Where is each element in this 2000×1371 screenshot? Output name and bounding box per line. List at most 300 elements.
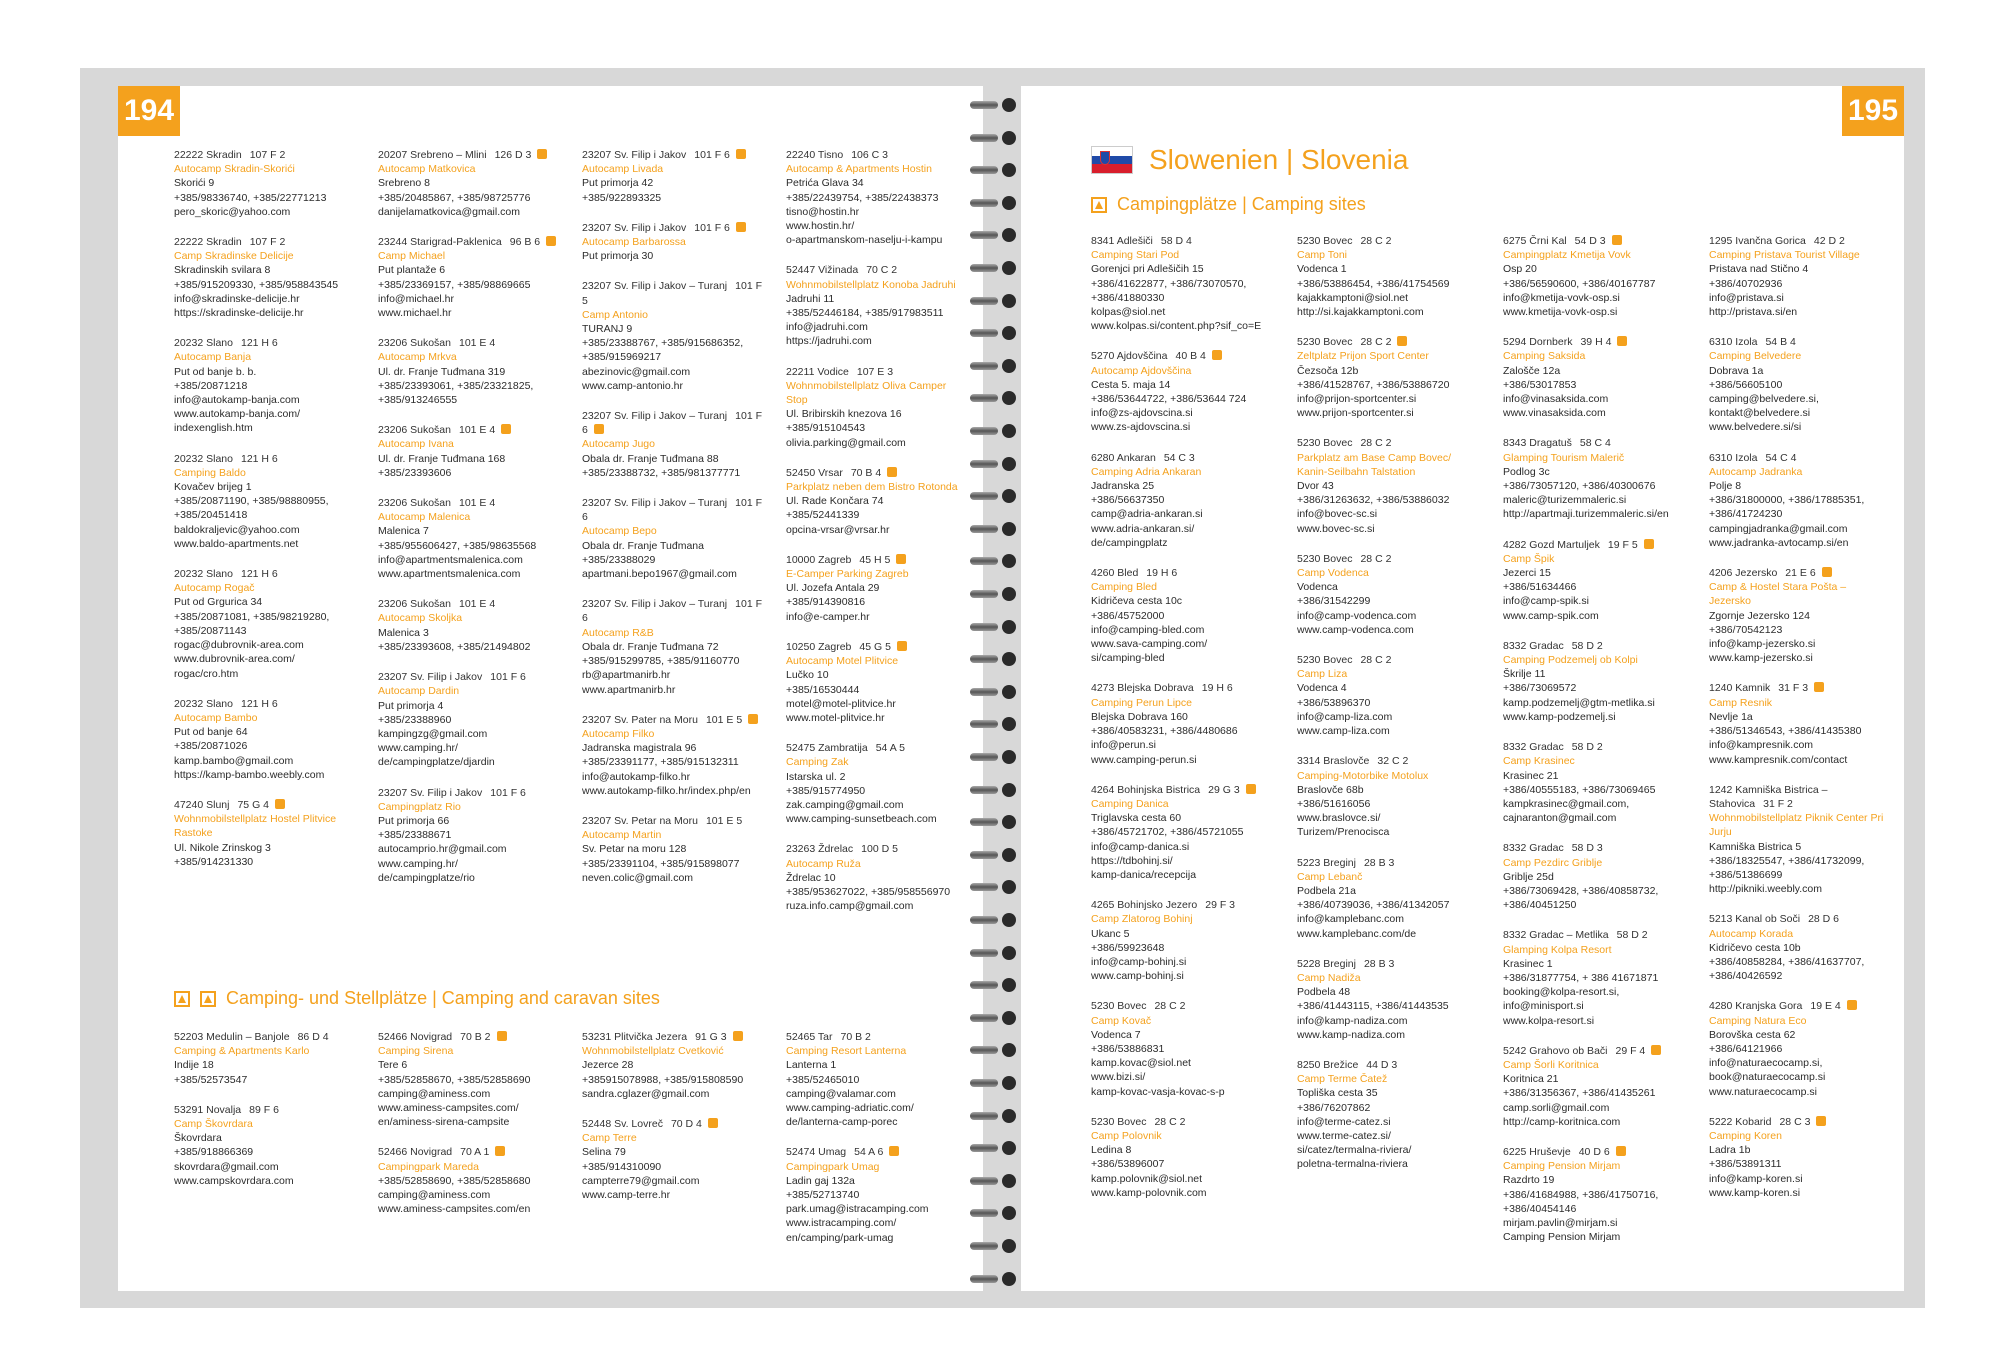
entry-town: 23207 Sv. Filip i Jakov – Turanj [582,280,728,293]
entry-map-ref: 107 E 3 [856,365,894,378]
entry-detail: Krasinec 21 [1503,769,1559,782]
entry-detail: +385/20871026 [174,740,248,753]
entry-town: 6275 Črni Kal [1503,235,1567,247]
entry-detail: danijelamatkovica@gmail.com [378,205,520,218]
entry-location [1091,1115,1269,1129]
campsite-icon [275,799,285,809]
entry-map-ref: 29 F 4 [1615,1044,1646,1057]
entry-location [582,148,764,162]
entry-detail: +386/41684988, +386/41750716, [1503,1188,1659,1201]
entry-detail: +386/56590600, +386/40167787 [1503,277,1656,290]
entry-location [1297,957,1475,971]
entry-detail: kampingzg@gmail.com [378,727,488,740]
campsite-icon [1651,1045,1661,1055]
entry-map-ref: 101 F 6 [490,671,526,684]
entry-detail: kajakkamptoni@siol.net [1297,291,1409,304]
campsite-entry [174,235,356,320]
entry-detail: +385/23391177, +385/915132311 [582,756,739,769]
entry-detail: Jezerce 28 [582,1059,634,1072]
entry-town: 20232 Slano [174,697,233,710]
listing-column [174,148,356,913]
entry-detail: baldokraljevic@yahoo.com [174,523,300,536]
entry-location [1503,1145,1681,1159]
entry-location [1503,928,1681,942]
entry-detail: info@camp-danica.si [1091,840,1190,853]
entry-detail: +385/52441339 [786,509,860,522]
page-number-left: 194 [118,86,180,136]
entry-name: Camping Saksida [1503,350,1586,363]
entry-detail: +386/40739036, +386/41342057 [1297,899,1450,912]
entry-detail: Sv. Petar na moru 128 [582,843,687,856]
entry-town: 23207 Sv. Pater na Moru [582,713,698,726]
entry-map-ref: 70 B 2 [460,1031,491,1043]
entry-map-ref: 121 H 6 [240,452,278,465]
entry-map-ref: 29 G 3 [1208,783,1240,796]
entry-detail: www.adria-ankaran.si/ [1091,522,1195,535]
entry-map-ref: 58 D 2 [1616,929,1648,942]
entry-detail: +386/40451250 [1503,899,1577,912]
entry-detail: +386/51386699 [1709,868,1783,881]
campsite-entry [378,1145,560,1216]
entry-town: 52448 Sv. Lovreč [582,1118,663,1131]
entry-detail: kamp-kovac-vasja-kovac-s-p [1091,1085,1225,1098]
entry-detail: Skradinskih svilara 8 [174,264,271,277]
entry-detail: Put primorja 4 [378,699,444,712]
campsite-icon [501,424,511,434]
entry-name: Autocamp Motel Plitvice [786,655,899,668]
campsite-icon [748,714,758,724]
entry-detail: info@kmetija-vovk-osp.si [1503,291,1620,304]
entry-name: Autocamp Korada [1709,927,1794,940]
entry-detail: Ul. Nikole Zrinskog 3 [174,841,271,854]
entry-detail: o-apartmanskom-naselju-i-kampu [786,234,943,247]
entry-detail: Lučko 10 [786,669,829,682]
entry-name: Autocamp Skradin-Skorići [174,163,295,176]
entry-detail: autocamprio.hr@gmail.com [378,843,507,856]
entry-detail: Ul. Rade Končara 74 [786,495,884,508]
binding-ring [970,880,1022,894]
entry-location [1091,999,1269,1013]
entry-detail: info@camp-bohinj.si [1091,955,1187,968]
entry-detail: Ul. Jozefa Antala 29 [786,582,880,595]
entry-detail: kamp.bambo@gmail.com [174,754,294,767]
entry-detail: book@naturaecocamp.si [1709,1071,1826,1084]
entry-detail: http://apartmaji.turizemmaleric.si/en [1503,508,1669,521]
entry-detail: Put od banje b. b. [174,365,257,378]
entry-detail: Put primorja 42 [582,177,654,190]
entry-detail: www.camp-antonio.hr [582,379,683,392]
entry-town: 52465 Tar [786,1031,833,1043]
entry-detail: +386/40702936 [1709,277,1783,290]
entry-town: 1295 Ivančna Gorica [1709,235,1806,247]
entry-detail: Zalošče 12a [1503,364,1561,377]
campsite-entry [582,221,764,264]
entry-name: Wohnmobilstellplatz Hostel Plitvice Rastoke [174,813,337,840]
campsite-entry [786,640,968,725]
campsite-entry [1297,436,1475,535]
entry-detail: info@kamplebanc.com [1297,913,1404,926]
entry-detail: Krasinec 1 [1503,957,1553,970]
entry-detail: +385/915299785, +385/91160770 [582,655,740,668]
campsite-entry [1297,234,1475,319]
entry-detail: kampkrasinec@gmail.com, [1503,797,1630,810]
entry-location [1709,912,1887,926]
entry-detail: www.terme-catez.si/ [1297,1129,1391,1142]
entry-town: 23207 Sv. Filip i Jakov [582,221,687,234]
campsite-entry [1297,335,1475,420]
entry-name: Autocamp R&B [582,626,654,639]
entry-detail: Blejska Dobrava 160 [1091,710,1188,723]
entry-detail: camping@aminess.com [378,1189,491,1202]
entry-detail: +385/23391104, +385/915898077 [582,857,740,870]
entry-name: Glamping Kolpa Resort [1503,943,1612,956]
entry-detail: info@naturaecocamp.si, [1709,1057,1823,1070]
campsite-entry [378,235,560,320]
entry-location [582,221,764,235]
entry-detail: +385/914390816 [786,596,866,609]
entry-detail: www.kamp-polovnik.com [1091,1186,1207,1199]
entry-detail: +385/16530444 [786,683,860,696]
campsite-entry [1297,653,1475,738]
entry-detail: +386/31263632, +386/53886032 [1297,494,1450,507]
entry-detail: +385/915104543 [786,422,866,435]
entry-map-ref: 39 H 4 [1580,336,1612,349]
entry-detail: +385/20871143 [174,624,247,637]
entry-location [378,496,560,510]
entry-detail: +385/23388960 [378,713,452,726]
entry-name: Camping Adria Ankaran [1091,465,1202,478]
entry-detail: Ukanc 5 [1091,927,1130,940]
entry-detail: +385/20871218 [174,379,248,392]
entry-detail: Borovška cesta 62 [1709,1028,1796,1041]
entry-map-ref: 101 E 5 [705,713,743,726]
entry-map-ref: 54 A 6 [854,1146,884,1159]
binding-ring [970,522,1022,536]
entry-detail: +386/73069572 [1503,682,1577,695]
campsite-entry [582,148,764,205]
entry-detail: +386/53644722, +386/53644 724 [1091,393,1247,406]
entry-detail: info@terme-catez.si [1297,1115,1391,1128]
entry-map-ref: 86 D 4 [297,1031,329,1043]
entry-name: Camping Stari Pod [1091,249,1180,262]
entry-detail: +386/76207862 [1297,1101,1371,1114]
entry-detail: +386/40555183, +386/73069465 [1503,783,1656,796]
entry-detail: +386/56637350 [1091,494,1165,507]
campsite-entry [1709,451,1887,550]
entry-detail: info@kamp-jezersko.si [1709,638,1816,651]
campsite-icon [1612,235,1622,245]
binding-ring [970,294,1022,308]
entry-map-ref: 101 F 6 [694,221,730,234]
entry-detail: si/catez/termalna-riviera/ [1297,1144,1412,1157]
entry-detail: https://jadruhi.com [786,335,872,348]
entry-detail: https://tdbohinj.si/ [1091,854,1173,867]
entry-name: Autocamp Livada [582,163,664,176]
entry-map-ref: 106 C 3 [851,149,888,161]
campsite-entry [582,409,764,480]
entry-detail: Ladra 1b [1709,1144,1751,1157]
campsite-icon [546,236,556,246]
entry-location [378,235,560,249]
entry-name: Camp Kovač [1091,1014,1152,1027]
entry-town: 4260 Bled [1091,567,1139,580]
binding-ring [970,1174,1022,1188]
entry-detail: poletna-termalna-riviera [1297,1158,1408,1171]
campsite-entry [1091,234,1269,333]
entry-detail: Vodenca [1297,581,1338,594]
entry-detail: www.naturaecocamp.si [1709,1085,1817,1098]
entry-name: Campingplatz Rio [378,800,461,813]
entry-map-ref: 96 B 6 [509,236,541,249]
entry-location [1503,639,1681,653]
campsite-icon [1822,567,1832,577]
page-195 [1021,86,1904,1291]
entry-detail: Podbela 21a [1297,884,1356,897]
entry-detail: Kidričevo cesta 10b [1709,941,1801,954]
entry-location [786,640,968,654]
entry-name: Camp Toni [1297,249,1347,262]
campsite-entry [1503,841,1681,912]
campsite-icon [1616,1146,1626,1156]
binding-ring [970,163,1022,177]
entry-name: Campingplatz Kmetija Vovk [1503,249,1631,262]
entry-detail: camp.sorli@gmail.com [1503,1101,1610,1114]
entry-detail: TURANJ 9 [582,323,633,336]
entry-map-ref: 28 B 3 [1363,957,1395,970]
campsite-icon [594,424,604,434]
binding-ring [970,196,1022,210]
entry-name: Camping Natura Eco [1709,1014,1807,1027]
entry-location [174,1030,356,1044]
binding-ring [970,424,1022,438]
entry-detail: +386/40583231, +386/4480686 [1091,725,1238,738]
page-number-right: 195 [1842,86,1904,136]
campsite-entry [582,496,764,581]
entry-name: Camping Podzemelj ob Kolpi [1503,654,1638,667]
entry-town: 8332 Gradac [1503,842,1564,855]
entry-location [174,567,356,581]
entry-name: Camping Danica [1091,797,1169,810]
entry-map-ref: 121 H 6 [240,568,278,581]
entry-detail: park.umag@istracamping.com [786,1203,929,1216]
entry-name: Camping Sirena [378,1045,454,1058]
entry-detail: +386/40858284, +386/41637707, [1709,955,1865,968]
entry-detail: www.zs-ajdovscina.si [1091,421,1191,434]
entry-detail: info@autokamp-banja.com [174,394,300,407]
entry-detail: Ul. dr. Franje Tuđmana 319 [378,365,506,378]
binding-ring [970,228,1022,242]
entry-town: 22222 Skradin [174,149,242,161]
entry-detail: Lanterna 1 [786,1059,837,1072]
entry-location [1091,451,1269,465]
entry-detail: info@camping-bled.com [1091,623,1205,636]
entry-map-ref: 75 G 4 [237,798,269,811]
entry-detail: Dvor 43 [1297,480,1334,493]
entry-detail: Gorenjci pri Adlešičih 15 [1091,263,1204,276]
entry-location [174,148,356,162]
entry-town: 23207 Sv. Filip i Jakov – Turanj [582,598,728,611]
tent-icon [174,991,190,1007]
campsite-entry [786,263,968,348]
campsite-entry [1297,856,1475,941]
entry-detail: www.vinasaksida.com [1503,407,1606,420]
entry-location [786,741,968,755]
listing-column [378,148,560,913]
entry-detail: campingjadranka@gmail.com [1709,522,1848,535]
entry-detail: Malenica 7 [378,525,429,538]
entry-name: Camp Šorli Koritnica [1503,1058,1599,1071]
entry-detail: +386/53886454, +386/41754569 [1297,277,1450,290]
entry-detail: mirjam.pavlin@mirjam.si [1503,1216,1618,1229]
entry-town: 20207 Srebreno – Mlini [378,149,487,161]
entry-map-ref: 70 D 4 [670,1118,702,1131]
entry-location [174,798,356,812]
entry-detail: Ladin gaj 132a [786,1174,855,1187]
entry-detail: www.bovec-sc.si [1297,522,1375,535]
entry-detail: www.dubrovnik-area.com/ [174,653,295,666]
entry-town: 1242 Kamniška Bistrica – Stahovica [1709,783,1828,810]
campsite-entry [1503,538,1681,623]
entry-name: Camp Terre [582,1132,637,1145]
entry-map-ref: 19 F 5 [1607,538,1638,551]
entry-location [1709,783,1887,811]
entry-name: Campingpark Mareda [378,1160,479,1173]
listing-column [786,1030,968,1245]
entry-map-ref: 101 E 4 [458,497,496,510]
entry-town: 10000 Zagreb [786,553,852,566]
right-section-title [1091,194,1366,215]
entry-detail: camping@valamar.com [786,1087,896,1100]
entry-name: Autocamp Ruža [786,857,861,870]
entry-detail: Jadruhi 11 [786,292,835,305]
entry-detail: de/campingplatze/rio [378,871,475,884]
campsite-icon [1212,350,1222,360]
entry-detail: +385/20871081, +385/98219280, [174,610,330,623]
entry-name: Camping Resort Lanterna [786,1045,907,1058]
entry-name: Autocamp Jugo [582,438,655,451]
entry-detail: www.aminess-campsites.com/en [378,1203,531,1216]
entry-detail: +385/23393608, +385/21494802 [378,640,531,653]
entry-detail: www.camp-bohinj.si [1091,970,1184,983]
entry-map-ref: 100 D 5 [861,843,898,856]
entry-detail: +385/915774950 [786,784,866,797]
campsite-entry [1709,999,1887,1098]
entry-map-ref: 58 D 2 [1571,741,1603,754]
entry-detail: Škovrdara [174,1132,222,1145]
entry-map-ref: 107 F 2 [249,149,286,161]
entry-name: Camp Krasinec [1503,755,1575,768]
entry-detail: www.camping-adriatic.com/ [786,1102,914,1115]
entry-town: 10250 Zagreb [786,640,852,653]
entry-detail: en/camping/park-umag [786,1231,894,1244]
entry-detail: +386/53886831 [1091,1042,1165,1055]
entry-name: Camp Liza [1297,668,1348,681]
entry-detail: Podbela 48 [1297,986,1351,999]
entry-detail: motel@motel-plitvice.hr [786,697,896,710]
entry-location [1297,234,1475,248]
entry-detail: apartmani.bepo1967@gmail.com [582,568,737,581]
entry-detail: +386/59923648 [1091,941,1165,954]
campsite-icon [1617,336,1627,346]
entry-map-ref: 101 E 5 [705,814,743,827]
entry-map-ref: 28 C 2 [1360,235,1392,247]
campsite-entry [174,567,356,681]
campsite-entry [174,336,356,435]
campsite-icon [887,467,897,477]
entry-detail: Ul. dr. Franje Tuđmana 168 [378,452,506,465]
entry-location [1297,754,1475,768]
entry-detail: +386/45752000 [1091,609,1165,622]
entry-location [174,452,356,466]
entry-detail: +386/51616056 [1297,797,1371,810]
entry-detail: +385/52446184, +385/917983511 [786,307,944,320]
entry-map-ref: 21 E 6 [1785,567,1816,580]
left-section-title [174,988,660,1009]
entry-detail: info@jadruhi.com [786,321,868,334]
entry-town: 4206 Jezersko [1709,567,1778,580]
entry-detail: info@apartmentsmalenica.com [378,553,523,566]
entry-location [378,148,560,162]
entry-map-ref: 101 F 6 [582,598,762,625]
entry-location [1503,740,1681,754]
entry-town: 5270 Ajdovščina [1091,350,1168,363]
entry-detail: +385/23393061, +385/23321825, [378,379,534,392]
entry-detail: +385/955606427, +385/98635568 [378,539,537,552]
entry-name: Camp Terme Čatež [1297,1073,1388,1086]
entry-name: Camping & Apartments Karlo [174,1045,310,1058]
campsite-entry [786,148,968,247]
entry-detail: Turizem/Prenocisca [1297,826,1390,839]
entry-location [1709,234,1887,248]
campsite-entry [1709,566,1887,665]
entry-town: 4280 Kranjska Gora [1709,1000,1803,1013]
entry-detail: www.hostin.hr/ [786,220,855,233]
campsite-entry [1709,681,1887,766]
entry-town: 4264 Bohinjska Bistrica [1091,783,1201,796]
entry-town: 8343 Dragatuš [1503,437,1572,450]
campsite-entry [1091,1115,1269,1200]
entry-detail: kamp.kovac@siol.net [1091,1057,1191,1070]
entry-map-ref: 45 H 5 [859,553,891,566]
binding-ring [970,457,1022,471]
entry-detail: Braslovče 68b [1297,783,1364,796]
entry-detail: maleric@turizemmaleric.si [1503,494,1627,507]
entry-detail: www.camp-spik.com [1503,609,1599,622]
entry-location [1709,566,1887,580]
campsite-entry [1503,639,1681,724]
entry-town: 23206 Sukošan [378,424,451,437]
entry-town: 4282 Gozd Martuljek [1503,538,1600,551]
campsite-entry [1503,436,1681,521]
entry-detail: Čezsoča 12b [1297,364,1359,377]
campsite-entry [378,148,560,219]
entry-detail: www.kampresnik.com/contact [1709,753,1848,766]
page-194 [118,86,983,1291]
entry-name: Camping Perun Lipce [1091,696,1192,709]
entry-map-ref: 101 F 5 [582,280,762,307]
left-section-title-text: Camping- und Stellplätze | Camping and caravan sites [226,988,660,1008]
entry-map-ref: 19 E 4 [1810,1000,1841,1013]
entry-detail: Polje 8 [1709,480,1742,493]
entry-location [1091,566,1269,580]
entry-town: 5242 Grahovo ob Bači [1503,1044,1608,1057]
entry-town: 53231 Plitvička Jezera [582,1031,688,1043]
listing-column [378,1030,560,1245]
entry-detail: www.kmetija-vovk-osp.si [1503,306,1618,319]
entry-town: 23206 Sukošan [378,497,451,510]
entry-detail: info@kamp-nadiza.com [1297,1014,1408,1027]
country-header [1091,144,1408,176]
